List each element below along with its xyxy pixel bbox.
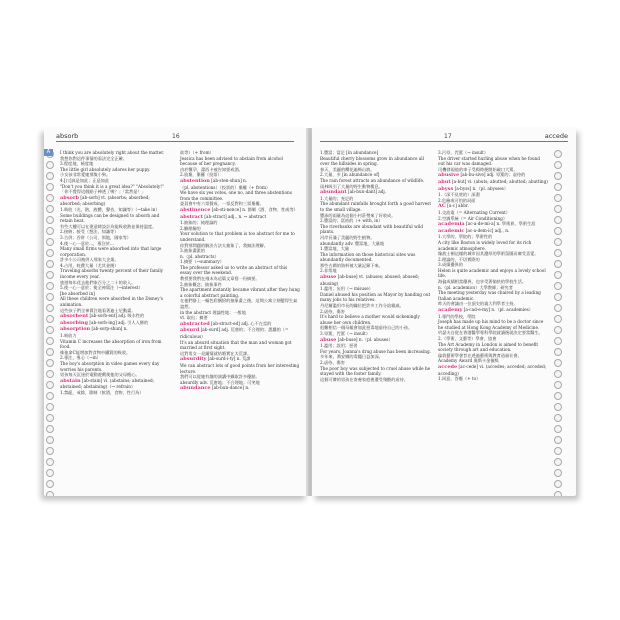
- index-circle: [46, 172, 54, 180]
- index-circle: [46, 326, 54, 334]
- headword: abstain: [60, 377, 81, 384]
- entry-line: 1.吸收力: [60, 333, 77, 338]
- entry-line: The boy's absorption in video games every day worries his parents.: [60, 360, 160, 372]
- index-circle: [554, 260, 562, 268]
- entry-line: abstract [ab-stract] adj., n. ↔ abstract: [180, 213, 267, 220]
- entry-line: 2.空調系統（= Air Conditioning）: [438, 215, 508, 221]
- index-circle: [46, 370, 54, 378]
- entry-line: 1.交流電（= Alternating Current）: [438, 209, 510, 215]
- entry-line: 2.接納；接受（想法，知識等）: [60, 229, 119, 235]
- entry-line: 你對那問題的解決方法太抽象了，我無法理解。: [180, 242, 268, 248]
- index-circle: [554, 216, 562, 224]
- entry-line: 我們可以從她有趣的演講中擷取許多優點。: [180, 374, 260, 380]
- index-circle: [46, 194, 54, 202]
- entry-column-1: [60, 150, 172, 396]
- entry-line: All these children were absorbed in the Disney's animation.: [60, 296, 163, 308]
- entry-line: n.（pl. abstracts）: [180, 253, 219, 259]
- entry-line: 像波士頓這樣的城市因其濃厚的學術氛圍而廣受喜愛。: [438, 251, 539, 257]
- entry-column-1: [320, 150, 432, 382]
- entry-line: 1.（深不見底的）深淵: [438, 192, 480, 198]
- entry-line: 雨林吸引了大量的野生動物棲息。: [320, 183, 383, 189]
- entry-column-2: [438, 150, 548, 382]
- entry-line: 1.大量的；充足的: [320, 195, 354, 201]
- entry-line: Beautiful cherry blossoms grow in abundance all over the hillsides in spring.: [320, 155, 424, 167]
- index-circle: [46, 293, 54, 301]
- index-circle: [554, 403, 562, 411]
- entry-line: Vitamin C increases the absorption of iron from food.: [60, 338, 162, 350]
- entry-line: 1.禁絕，戒除，節制（飲酒，食物，性行為）: [60, 389, 144, 395]
- index-circle: [554, 425, 562, 433]
- headword: abusive: [438, 172, 460, 179]
- entry-line: 3.合併；吞併（公司，領地，國家等）: [60, 234, 131, 240]
- entry-line: 維他命C能增加對食物中鐵質的吸收。: [60, 349, 131, 355]
- entry-line: 欲等）（+ from）: [180, 150, 214, 155]
- entry-line: 春天，美麗的櫻花遍佈山坡。: [320, 166, 375, 172]
- entry-line: 約瑟夫自從在香港醫學專科學院就讀後就決定要當醫生。: [438, 330, 543, 336]
- headword: absorption: [60, 326, 91, 333]
- entry-line: （pl. abstentions）（投票的）棄權（+ from）: [180, 184, 271, 190]
- entry-line: 這個可憐的男孩在寄養家庭裡遭受殘酷的虐待。: [320, 376, 408, 382]
- headword: abut: [438, 178, 451, 185]
- index-circle: [554, 161, 562, 169]
- entry-line: abusive [ab-bu-sive] adj. 辱罵的；虐待的: [438, 172, 526, 179]
- entry-line: 昨天的會議由一位頂尖的義大利學者主持。: [438, 301, 518, 307]
- index-circle: [554, 315, 562, 323]
- entry-line: 2.（學術，文藝等）學會，協會: [438, 336, 497, 341]
- entry-line: 委員會中有六票贊成、一票反對和三票棄權。: [180, 201, 264, 207]
- entry-line: Joseph has made up his mind to be a doctor since he studied at Hong Kong Academy of Medicine.: [438, 319, 544, 330]
- entry-line: academia [ac-a-de-mi-a] n. 學術界，學術生涯: [438, 221, 536, 228]
- entry-line: abstinence [ab-sti-nence] n. 節制（酒、食物、性或等）: [180, 206, 298, 213]
- headword: abuse: [320, 336, 337, 343]
- index-circle: [46, 425, 54, 433]
- index-circle: [46, 348, 54, 356]
- entry-line: academy [a-cad-e-my] n.（pl. academies）: [438, 307, 533, 314]
- index-circle: [554, 183, 562, 191]
- entry-line: 很難相信一個母親會如此惡毒地虐待自己的小孩。: [320, 325, 413, 331]
- entry-line: 旅遊每年花去他們家百分之二十的收入。: [60, 279, 136, 285]
- entry-line: Jessica has been advised to abstain from alcohol because of her pregnancy.: [180, 155, 283, 167]
- entry-line: "Don't you think it is a great idea?" "Absolutely!": [60, 183, 164, 189]
- entry-line: The poor boy was subjected to cruel abuse while he stayed with the foster family.: [320, 365, 431, 377]
- entry-line: I think you are absolutely right about the matter.: [60, 150, 165, 155]
- entry-line: 教授要我們在週末為這篇文章寫一份摘要。: [180, 276, 260, 282]
- index-circle: [554, 436, 562, 444]
- headword: abstracted: [180, 320, 210, 327]
- entry-line: The professor asked us to write an abstract of this essay over the weekend.: [180, 264, 288, 276]
- entry-line: The abundant rainfalls brought forth a good harvest to the small village.: [320, 201, 432, 212]
- headword: academic: [438, 227, 465, 234]
- entry-line: 許多小公司被併入那家大企業。: [60, 257, 119, 263]
- headword: absurd: [180, 327, 200, 334]
- entry-line: 那些古蹟的資料被大量記錄下來。: [320, 262, 383, 268]
- entry-line: 由於懷孕，潔西卡被告知要戒酒。: [180, 166, 243, 172]
- headword: abstract: [180, 213, 204, 220]
- entry-line: 4.[口]真是如此；正是如此: [60, 177, 110, 183]
- entry-line: 河岸長滿了美麗的野生植物。: [320, 234, 375, 240]
- entry-line: abstention [ab-sten-shun] n.: [180, 177, 248, 184]
- index-circle: [46, 249, 54, 257]
- entry-line: 1.摘要（→summary）: [180, 259, 224, 265]
- entry-line: Academy Award 奧斯卡金像獎: [438, 358, 499, 364]
- entry-line: 這些孩子們全神貫注地看著迪士尼動畫。: [60, 307, 136, 313]
- index-circle: [554, 304, 562, 312]
- index-circle: [554, 359, 562, 367]
- index-circle: [554, 326, 562, 334]
- tab-letter: A: [46, 149, 51, 155]
- entry-line: 2.放棄，棄權（投票）: [180, 172, 222, 178]
- header-rule: [56, 141, 294, 142]
- entry-line: 5.使一心一意於；使全神貫注（→interest）: [60, 285, 143, 291]
- entry-line: 1.濫用；妄用（→ misuse）: [320, 286, 373, 292]
- entry-line: The driver started hurling abuse when he found out his car was damaged.: [438, 155, 541, 167]
- entry-line: 倫敦藝術學會旨在透過藝術與教育造福社會。: [438, 352, 522, 358]
- entry-line: accede [ac-cede] vi. (accedes; acceded; acceded; acceding): [438, 363, 547, 376]
- letter-tab: [44, 149, 53, 156]
- index-circle: [46, 260, 54, 268]
- index-circle: [46, 458, 54, 466]
- entry-line: abuse [ab-buse] vt. (abuses; abused; abused; abusing): [320, 274, 420, 286]
- index-circle: [554, 249, 562, 257]
- index-circle: [46, 447, 54, 455]
- index-circle: [554, 392, 562, 400]
- index-circle: [46, 469, 54, 477]
- entry-line: 我想你對這件事情的看法完全正確。: [60, 155, 128, 161]
- entry-line: For years, Joanna's drug abuse has been increasing.: [320, 348, 432, 354]
- index-circle: [46, 392, 54, 400]
- index-circle: [554, 491, 562, 496]
- entry-line: absurdity [ab-surd-i-ty] n. 荒謬: [180, 356, 251, 363]
- index-circle: [46, 381, 54, 389]
- entry-line: 1.豐富地，大量: [320, 246, 350, 252]
- index-circle: [46, 315, 54, 323]
- entry-line: 4.使一心一意於...，專注於...: [60, 240, 114, 246]
- index-circle: [46, 359, 54, 367]
- entry-line: 3.污辱，咒罵（→ insult）: [438, 150, 489, 155]
- entry-line: Helen is quite academic and enjoys a lovely school life.: [438, 267, 546, 279]
- entry-line: The Art Academy in London is aimed to benefit society through art and education.: [438, 341, 539, 353]
- running-head-left: absorb: [56, 132, 79, 140]
- index-circle: [46, 271, 54, 279]
- entry-line: 2.理論的，不切實際的: [438, 256, 480, 262]
- entry-line: 1.大學的，學院的；學術性的: [438, 234, 493, 240]
- index-circle: [46, 337, 54, 345]
- entry-line: 2.虐待，傷害: [320, 308, 345, 314]
- index-circle: [554, 337, 562, 345]
- entry-line: absorption [ab-sorp-shun] n.: [60, 326, 128, 333]
- entry-line: absorb [ab-sorb] vt. (absorbs; absorbed; absorbed; absorbing): [60, 194, 150, 207]
- index-circle: [46, 304, 54, 312]
- headword: absorbent: [60, 313, 89, 320]
- headword: abuse: [320, 274, 337, 281]
- index-circle: [554, 370, 562, 378]
- entry-line: absurd [ab-surd] adj. 荒唐的；不合理的；愚蠢的（= ridiculous）: [180, 327, 289, 339]
- entry-line: 2.抽象概念；抽象事件: [180, 281, 222, 287]
- entry-line: We have six yes votes, one no, and three abstentions from the committee.: [180, 190, 292, 201]
- index-circle: [554, 447, 562, 455]
- entry-line: We can abstract lots of good points from her interesting lecture.: [180, 362, 300, 374]
- entry-line: Some buildings can be designed to absorb and retain heat.: [60, 212, 160, 224]
- entry-line: abundant [ab-bun-dant] adj.: [320, 189, 387, 196]
- index-circle: [554, 238, 562, 246]
- index-circle: [46, 227, 54, 235]
- entry-line: 豐沛的雨量為這個小村莊帶來了好收成。: [320, 212, 396, 218]
- index-circle: [554, 150, 562, 158]
- headword: abyss: [438, 185, 454, 192]
- entry-line: 2.虐待，傷害: [320, 359, 345, 365]
- index-circle: [554, 458, 562, 466]
- entry-line: 1.豐富；富足 [in abundance]: [320, 150, 379, 155]
- entry-line: [be absorbed in]: [60, 290, 95, 296]
- entry-line: The apartment instantly became vibrant after they hung a colorful abstract painting.: [180, 287, 300, 298]
- index-circle: [46, 205, 54, 213]
- index-circle: [554, 480, 562, 488]
- entry-line: 2.豐富的；富裕的（+ with, in）: [320, 218, 383, 224]
- entry-line: A city like Boston is widely loved for its rich academic atmosphere.: [438, 239, 532, 251]
- entry-line: abut [a-but] vi. (abuts; abutted; abutted; abutting): [438, 178, 548, 185]
- index-circle: [46, 436, 54, 444]
- entry-line: vt. 取出；摘要: [180, 315, 208, 321]
- entry-line: 1.抽象的；純理論的: [180, 220, 218, 226]
- entry-line: 3.程度地，極度地: [60, 161, 94, 167]
- index-circle: [46, 491, 54, 496]
- index-circle: [554, 227, 562, 235]
- entry-line: abuse [ab-buse] n.（pl. abuses）: [320, 336, 393, 343]
- entry-line: n.（pl. academics）大學教師；研究者: [438, 284, 513, 290]
- index-circle: [554, 172, 562, 180]
- entry-line: The rain forest attracts an abundance of wildlife.: [320, 177, 425, 183]
- entry-line: 在他們掛上一幅色彩繽紛的抽象畫之後，這間公寓立刻變得生氣盎然。: [180, 298, 298, 310]
- index-circle: [554, 194, 562, 202]
- entry-line: 3.成績優異的: [438, 262, 463, 268]
- entry-line: 有些大樓可以在建造時設計為能吸收熱並保持溫度。: [60, 223, 157, 229]
- entry-line: 丹尼爾濫用市長的職位把許多工作分給親戚。: [320, 303, 404, 309]
- entry-line: 多年來，喬安娜的毒癮日益加深。: [320, 354, 383, 360]
- index-circle: [554, 271, 562, 279]
- entry-line: 3.抽象畫派的: [180, 248, 205, 254]
- index-circle: [46, 414, 54, 422]
- entry-line: 2.危險或可怕的局面: [438, 197, 476, 203]
- entry-line: 1.同意，答應（+ to）: [438, 376, 481, 382]
- header-rule: [320, 141, 568, 142]
- entry-line: 1.專門的學校，學院: [438, 313, 476, 319]
- entry-line: abyss [a-byss] n.（pl. abysses）: [438, 185, 509, 192]
- entry-line: 1.吸收（光，熱，液體，聲音，知識等）（→take in）: [60, 206, 160, 212]
- headword: absurdity: [180, 356, 207, 363]
- headword: abundance: [180, 385, 211, 392]
- entry-line: 海倫成績相當優異，也享受著愉快的學校生活。: [438, 279, 526, 285]
- entry-line: 2.大量，多 [in abundance of]: [320, 172, 380, 178]
- entry-line: It's hard to believe a mother would sickeningly abuse her own children.: [320, 314, 420, 325]
- entry-line: academic [ac-a-dem-ic] adj., n.: [438, 227, 510, 234]
- entry-line: Traveling absorbs twenty percent of their family income every year.: [60, 268, 164, 280]
- entry-line: absorbent [ab-sorb-ent] adj. 吸水性的: [60, 313, 145, 320]
- entry-line: The information on those historical sites was abundantly documented.: [320, 251, 416, 263]
- index-circle: [46, 480, 54, 488]
- entry-line: The little girl absolutely adores her puppy.: [60, 166, 151, 172]
- index-circle: [46, 403, 54, 411]
- entry-line: abundantly adv. 豐富地，大量地: [320, 240, 385, 246]
- entry-line: The meeting yesterday was chaired by a leading Italian academic.: [438, 290, 541, 301]
- entry-line: Many small firms were absorbed into that large corporation.: [60, 246, 162, 257]
- entry-line: It's an absurd situation that the man and woman got married at first sight.: [180, 339, 292, 351]
- entry-line: Your solution to that problem is too abstract for me to understand.: [180, 231, 295, 242]
- entry-line: absorbing [ab-sorb-ing] adj. 引人入勝的: [60, 319, 149, 326]
- entry-line: The riverbanks are abundant with beautiful wild plants.: [320, 223, 424, 235]
- entry-column-2: [180, 150, 300, 392]
- headword: AC: [438, 203, 446, 210]
- index-circle: [554, 205, 562, 213]
- entry-line: 2.非常地: [320, 268, 337, 274]
- open-dictionary-book: [44, 118, 576, 500]
- entry-line: abstain [ab-stain] vi. (abstains; abstained; abstained; abstaining)（→ refrain）: [60, 377, 155, 390]
- headword: absorb: [60, 194, 80, 201]
- entry-line: 司機發現他的車子受損時便開始破口大罵。: [438, 166, 518, 172]
- thumb-index: [46, 150, 54, 496]
- page-number-left: 16: [172, 133, 180, 140]
- index-circle: [46, 282, 54, 290]
- index-circle: [554, 381, 562, 389]
- index-circle: [554, 293, 562, 301]
- entry-line: abundance [ab-bun-dance] n.: [180, 385, 250, 392]
- entry-line: 4.占用，耗費大量（尤其金錢）: [60, 262, 119, 268]
- index-circle: [554, 282, 562, 290]
- page-number-right: 17: [444, 133, 452, 140]
- index-circle: [46, 216, 54, 224]
- index-circle: [554, 469, 562, 477]
- entry-line: absurdly adv. 荒唐地；不合理地；可笑地: [180, 379, 260, 385]
- right-page: [312, 128, 576, 496]
- index-circle: [554, 414, 562, 422]
- entry-line: AC [a-c] abbr.: [438, 203, 469, 210]
- index-circle: [46, 183, 54, 191]
- running-head-right: accede: [544, 132, 568, 140]
- headword: abstention: [180, 177, 210, 184]
- entry-line: abstracted [ab-stract-ed] adj. 心不在焉的: [180, 320, 272, 327]
- entry-line: 這對男女一見鍾情就結婚實在太荒謬。: [180, 350, 252, 356]
- entry-line: Daniel abused his position as Mayor by handing out many jobs to his relatives.: [320, 291, 431, 303]
- entry-line: 小女孩非常愛她那隻小狗。: [60, 172, 111, 178]
- headword: abundant: [320, 189, 347, 196]
- headword: accede: [438, 363, 458, 370]
- headword: academy: [438, 307, 463, 314]
- entry-line: 2.專注，專心（→in）: [60, 355, 101, 361]
- entry-line: 男孩每天沉迷於電動遊戲使他的父母擔心。: [60, 372, 140, 378]
- headword: academia: [438, 221, 465, 228]
- index-circle: [554, 348, 562, 356]
- entry-line: 「你不覺得這個點子棒透了嗎？」「當然是！」: [60, 189, 146, 195]
- left-page: [44, 128, 308, 496]
- index-circle: [46, 161, 54, 169]
- thumb-index: [554, 150, 562, 496]
- entry-line: 1.濫用；誤用；惡習: [320, 343, 358, 349]
- entry-line: 3.辱罵，咒罵（→ insult）: [320, 331, 371, 336]
- entry-line: 2.難理解的: [180, 225, 201, 231]
- index-circle: [46, 238, 54, 246]
- headword: absorbing: [60, 319, 89, 326]
- entry-line: in the abstract 理論性地；一般地: [180, 309, 246, 315]
- headword: abstinence: [180, 206, 211, 213]
